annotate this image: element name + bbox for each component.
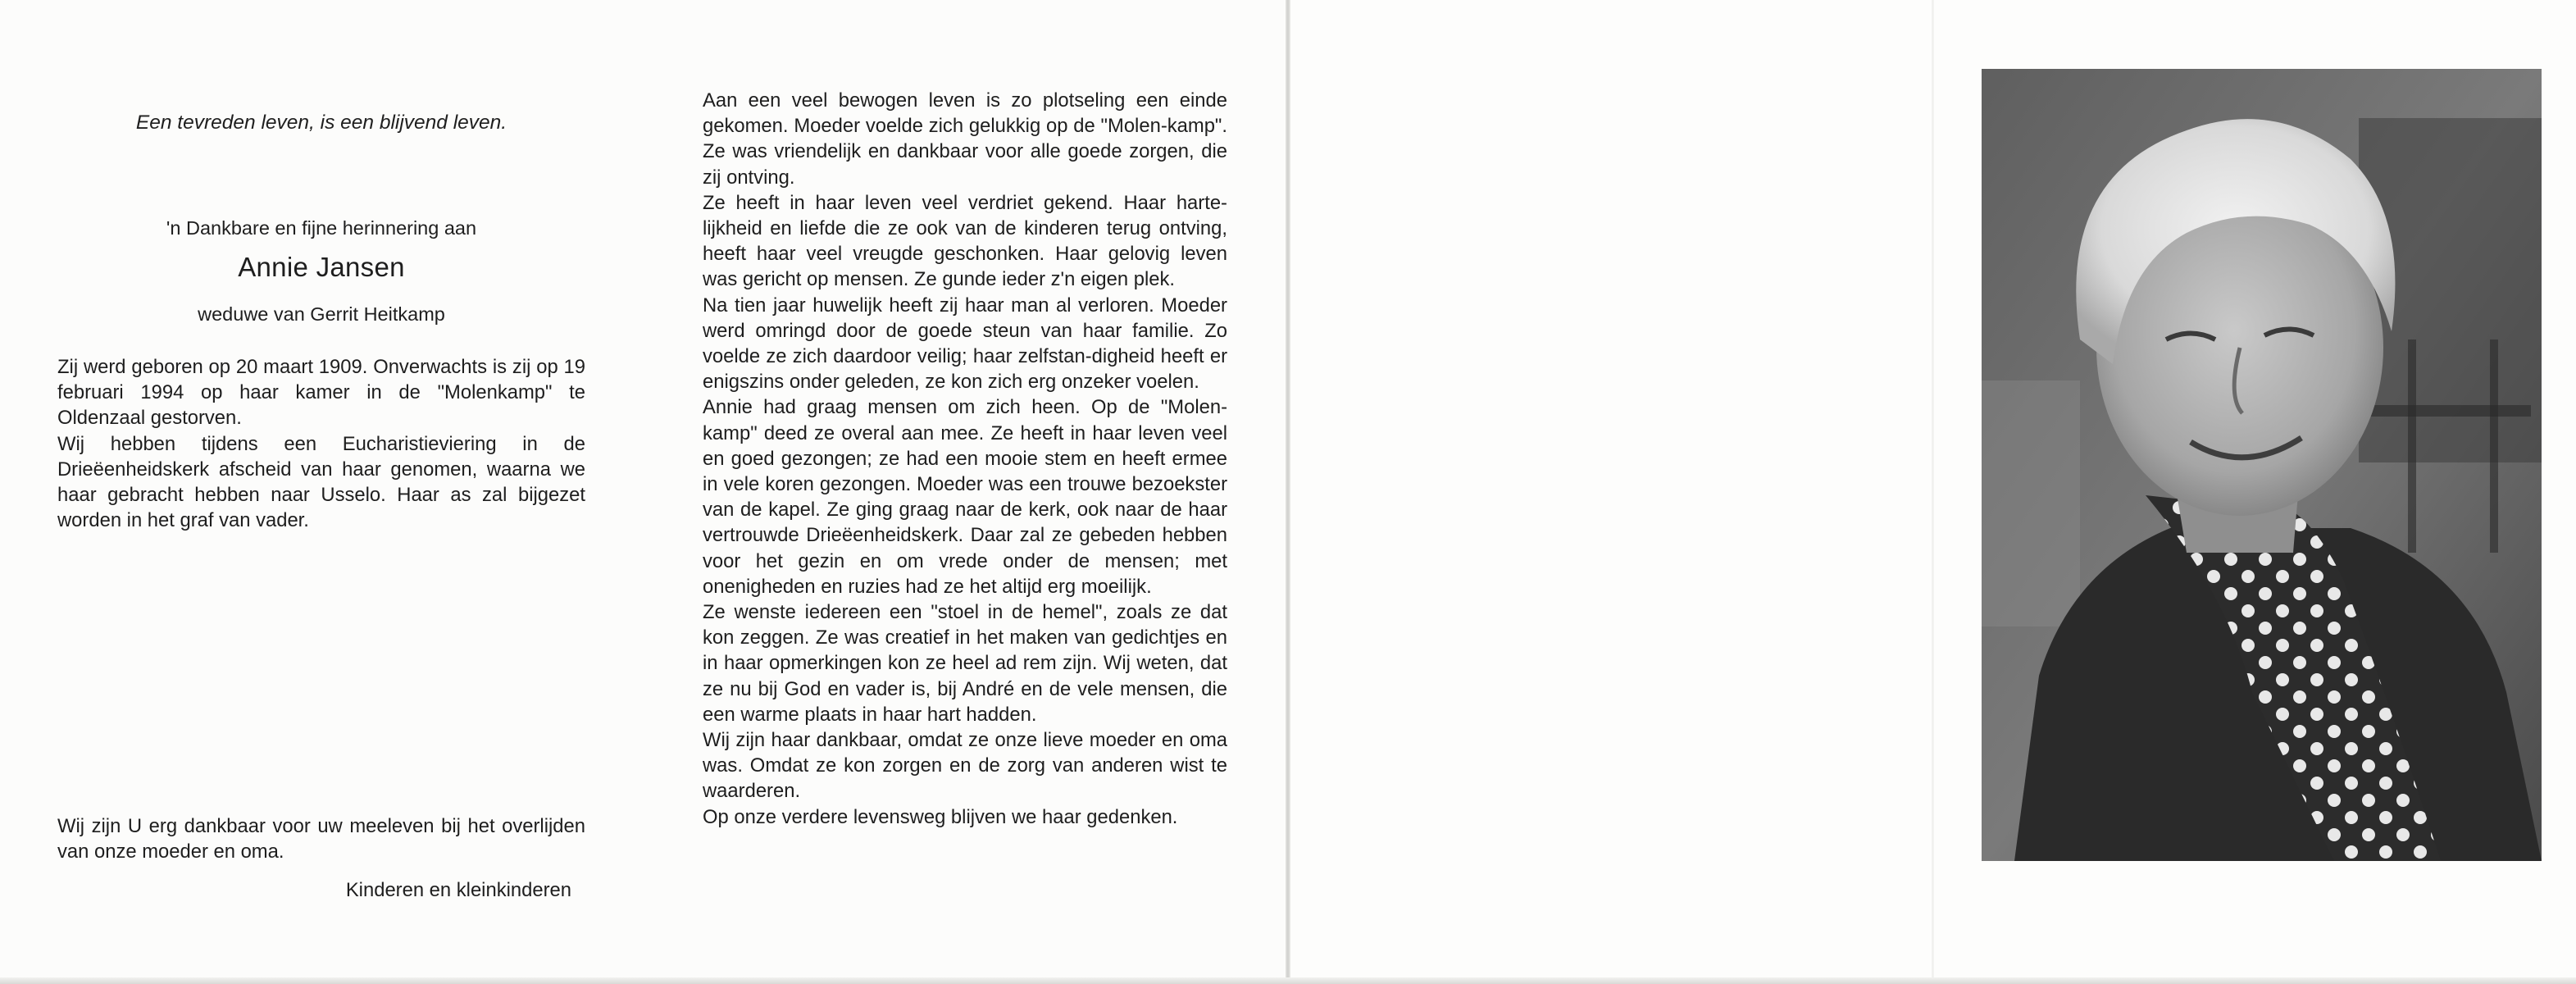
born-paragraph: Zij werd geboren op 20 maart 1909. Onverwachts is zij op 19 februari 1994 op haar kamer in de "Molenkamp" te Oldenzaal gestorven. bbox=[57, 356, 585, 430]
thanks-paragraph: Wij zijn U erg dankbaar voor uw meeleven bij het overlijden van onze moeder en oma. bbox=[57, 815, 585, 863]
life-dates-text bbox=[57, 354, 585, 533]
deceased-name: Annie Jansen bbox=[238, 252, 405, 282]
story-paragraph: Wij zijn haar dankbaar, omdat ze onze lieve moeder en oma was. Omdat ze kon zorgen en de zorg van anderen wist te waarderen. bbox=[703, 729, 1227, 803]
card-motto: Een tevreden leven, is een blijvend leven. bbox=[135, 112, 507, 134]
story-paragraph: Na tien jaar huwelijk heeft zij haar man al verloren. Moeder werd omringd door de goede steun van haar familie. Zo voelde ze zich daardoor veilig; haar zelfstan-digheid heeft er enigszins onder geleden, ze kon zich erg onzeker voelen. bbox=[703, 294, 1227, 394]
signoff: Kinderen en kleinkinderen bbox=[345, 879, 571, 901]
portrait-illustration bbox=[1982, 69, 2542, 861]
widow-line: weduwe van Gerrit Heitkamp bbox=[198, 303, 445, 325]
memory-line: 'n Dankbare en fijne herinnering aan bbox=[166, 217, 477, 239]
card-cover-fold bbox=[1932, 0, 1934, 984]
card-bottom-edge bbox=[0, 977, 2576, 984]
portrait-photo bbox=[1982, 69, 2542, 861]
story-paragraph: Ze heeft in haar leven veel verdriet gekend. Haar harte-lijkheid en liefde die ze ook van de kinderen terug ontving, heeft haar veel vreugde geschonken. Haar gelovig leven was gericht op mensen. Ze gunde ieder z'n eigen plek. bbox=[703, 191, 1227, 291]
story-paragraph: Op onze verdere levensweg blijven we haar gedenken. bbox=[703, 805, 1178, 828]
story-paragraph: Aan een veel bewogen leven is zo plotseling een einde gekomen. Moeder voelde zich gelukkig op de "Molen-kamp". Ze was vriendelijk en dankbaar voor alle goede zorgen, die zij ontving. bbox=[703, 89, 1227, 189]
story-paragraph: Ze wenste iedereen een "stoel in de hemel", zoals ze dat kon zeggen. Ze was creatief in het maken van gedichtjes en in haar opmerkingen kon ze heel ad rem zijn. Wij weten, dat ze nu bij God en vader is, bij André en de vele mensen, die een warme plaats in haar hart hadden. bbox=[703, 601, 1227, 726]
story-paragraph: Annie had graag mensen om zich heen. Op de "Molen-kamp" deed ze overal aan mee. Ze heeft in haar leven veel en goed gezongen; ze had een mooie stem en heeft ermee in vele koren gezongen. Moeder was een trouwe bezoekster van de kapel. Ze ging graag naar de kerk, ook naar de haar vertrouwde Drieëenheidskerk. Daar zal ze gebeden hebben voor het gezin en om vrede onder de mensen; met onenigheden en ruzies had ze het altijd erg moeilijk. bbox=[703, 396, 1227, 598]
service-paragraph: Wij hebben tijdens een Eucharistieviering in de Drieëenheidskerk afscheid van haar genomen, waarna we haar gebracht hebben naar Usselo. Haar as zal bijgezet worden in het graf van vader. bbox=[57, 432, 585, 532]
life-story-column bbox=[703, 88, 1227, 830]
card-center-fold bbox=[1286, 0, 1290, 984]
